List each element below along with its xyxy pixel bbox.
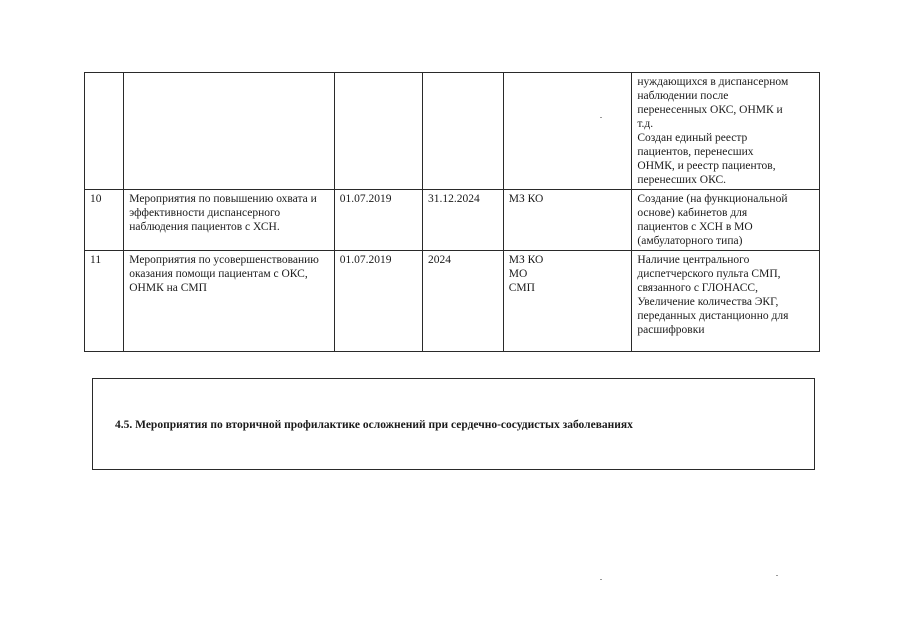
scan-speck xyxy=(776,575,778,576)
result-line: т.д. xyxy=(637,118,654,130)
result-line: Увеличение количества ЭКГ, xyxy=(637,296,779,308)
section-title: 4.5. Мероприятия по вторичной профилактике осложнений при сердечно-сосудистых заболеваниях xyxy=(115,419,633,431)
result-line: расшифровки xyxy=(637,324,705,336)
cell-responsible xyxy=(503,73,632,190)
result-line: (амбулаторного типа) xyxy=(637,235,743,247)
cell-result xyxy=(632,251,820,352)
result-line: Создание (на функциональной xyxy=(637,193,788,205)
result-line: основе) кабинетов для xyxy=(637,207,748,219)
cell-number xyxy=(85,73,124,190)
measures-table xyxy=(84,72,820,352)
responsible-line: МЗ КО xyxy=(508,254,544,266)
cell-number: 11 xyxy=(85,251,124,352)
cell-measure-name: Мероприятия по повышению охвата и эффективности диспансерного наблюдения пациентов с ХСН. xyxy=(124,190,334,251)
result-line: нуждающихся в диспансерном xyxy=(637,76,789,88)
cell-start-date: 01.07.2019 xyxy=(334,251,422,352)
cell-responsible xyxy=(503,251,632,352)
result-line: переданных дистанционно для xyxy=(637,310,789,322)
cell-result xyxy=(632,73,820,190)
result-line: пациентов с ХСН в МО xyxy=(637,221,753,233)
cell-measure-name: Мероприятия по усовершенствованию оказания помощи пациентам с ОКС, ОНМК на СМП xyxy=(124,251,334,352)
cell-end-date: 2024 xyxy=(423,251,504,352)
cell-measure-name xyxy=(124,73,334,190)
result-line: перенесенных ОКС, ОНМК и xyxy=(637,104,783,116)
result-line: связанного с ГЛОНАСС, xyxy=(637,282,758,294)
section-heading-box xyxy=(92,378,815,470)
scan-speck xyxy=(600,579,602,580)
responsible-line: СМП xyxy=(508,282,535,294)
table-row xyxy=(85,251,820,352)
responsible-line: МЗ КО xyxy=(508,193,544,205)
cell-start-date xyxy=(334,73,422,190)
cell-result xyxy=(632,190,820,251)
result-line: Создан единый реестр xyxy=(637,132,748,144)
result-line: пациентов, перенесших xyxy=(637,146,754,158)
scan-speck xyxy=(600,117,602,118)
cell-end-date xyxy=(423,73,504,190)
cell-responsible xyxy=(503,190,632,251)
result-line: ОНМК, и реестр пациентов, xyxy=(637,160,776,172)
result-line: Наличие центрального xyxy=(637,254,750,266)
result-line: перенесших ОКС. xyxy=(637,174,727,186)
cell-number: 10 xyxy=(85,190,124,251)
cell-start-date: 01.07.2019 xyxy=(334,190,422,251)
result-line: наблюдении после xyxy=(637,90,729,102)
table-row xyxy=(85,190,820,251)
result-line: диспетчерского пульта СМП, xyxy=(637,268,781,280)
table-row xyxy=(85,73,820,190)
responsible-line: МО xyxy=(508,268,528,280)
cell-end-date: 31.12.2024 xyxy=(423,190,504,251)
